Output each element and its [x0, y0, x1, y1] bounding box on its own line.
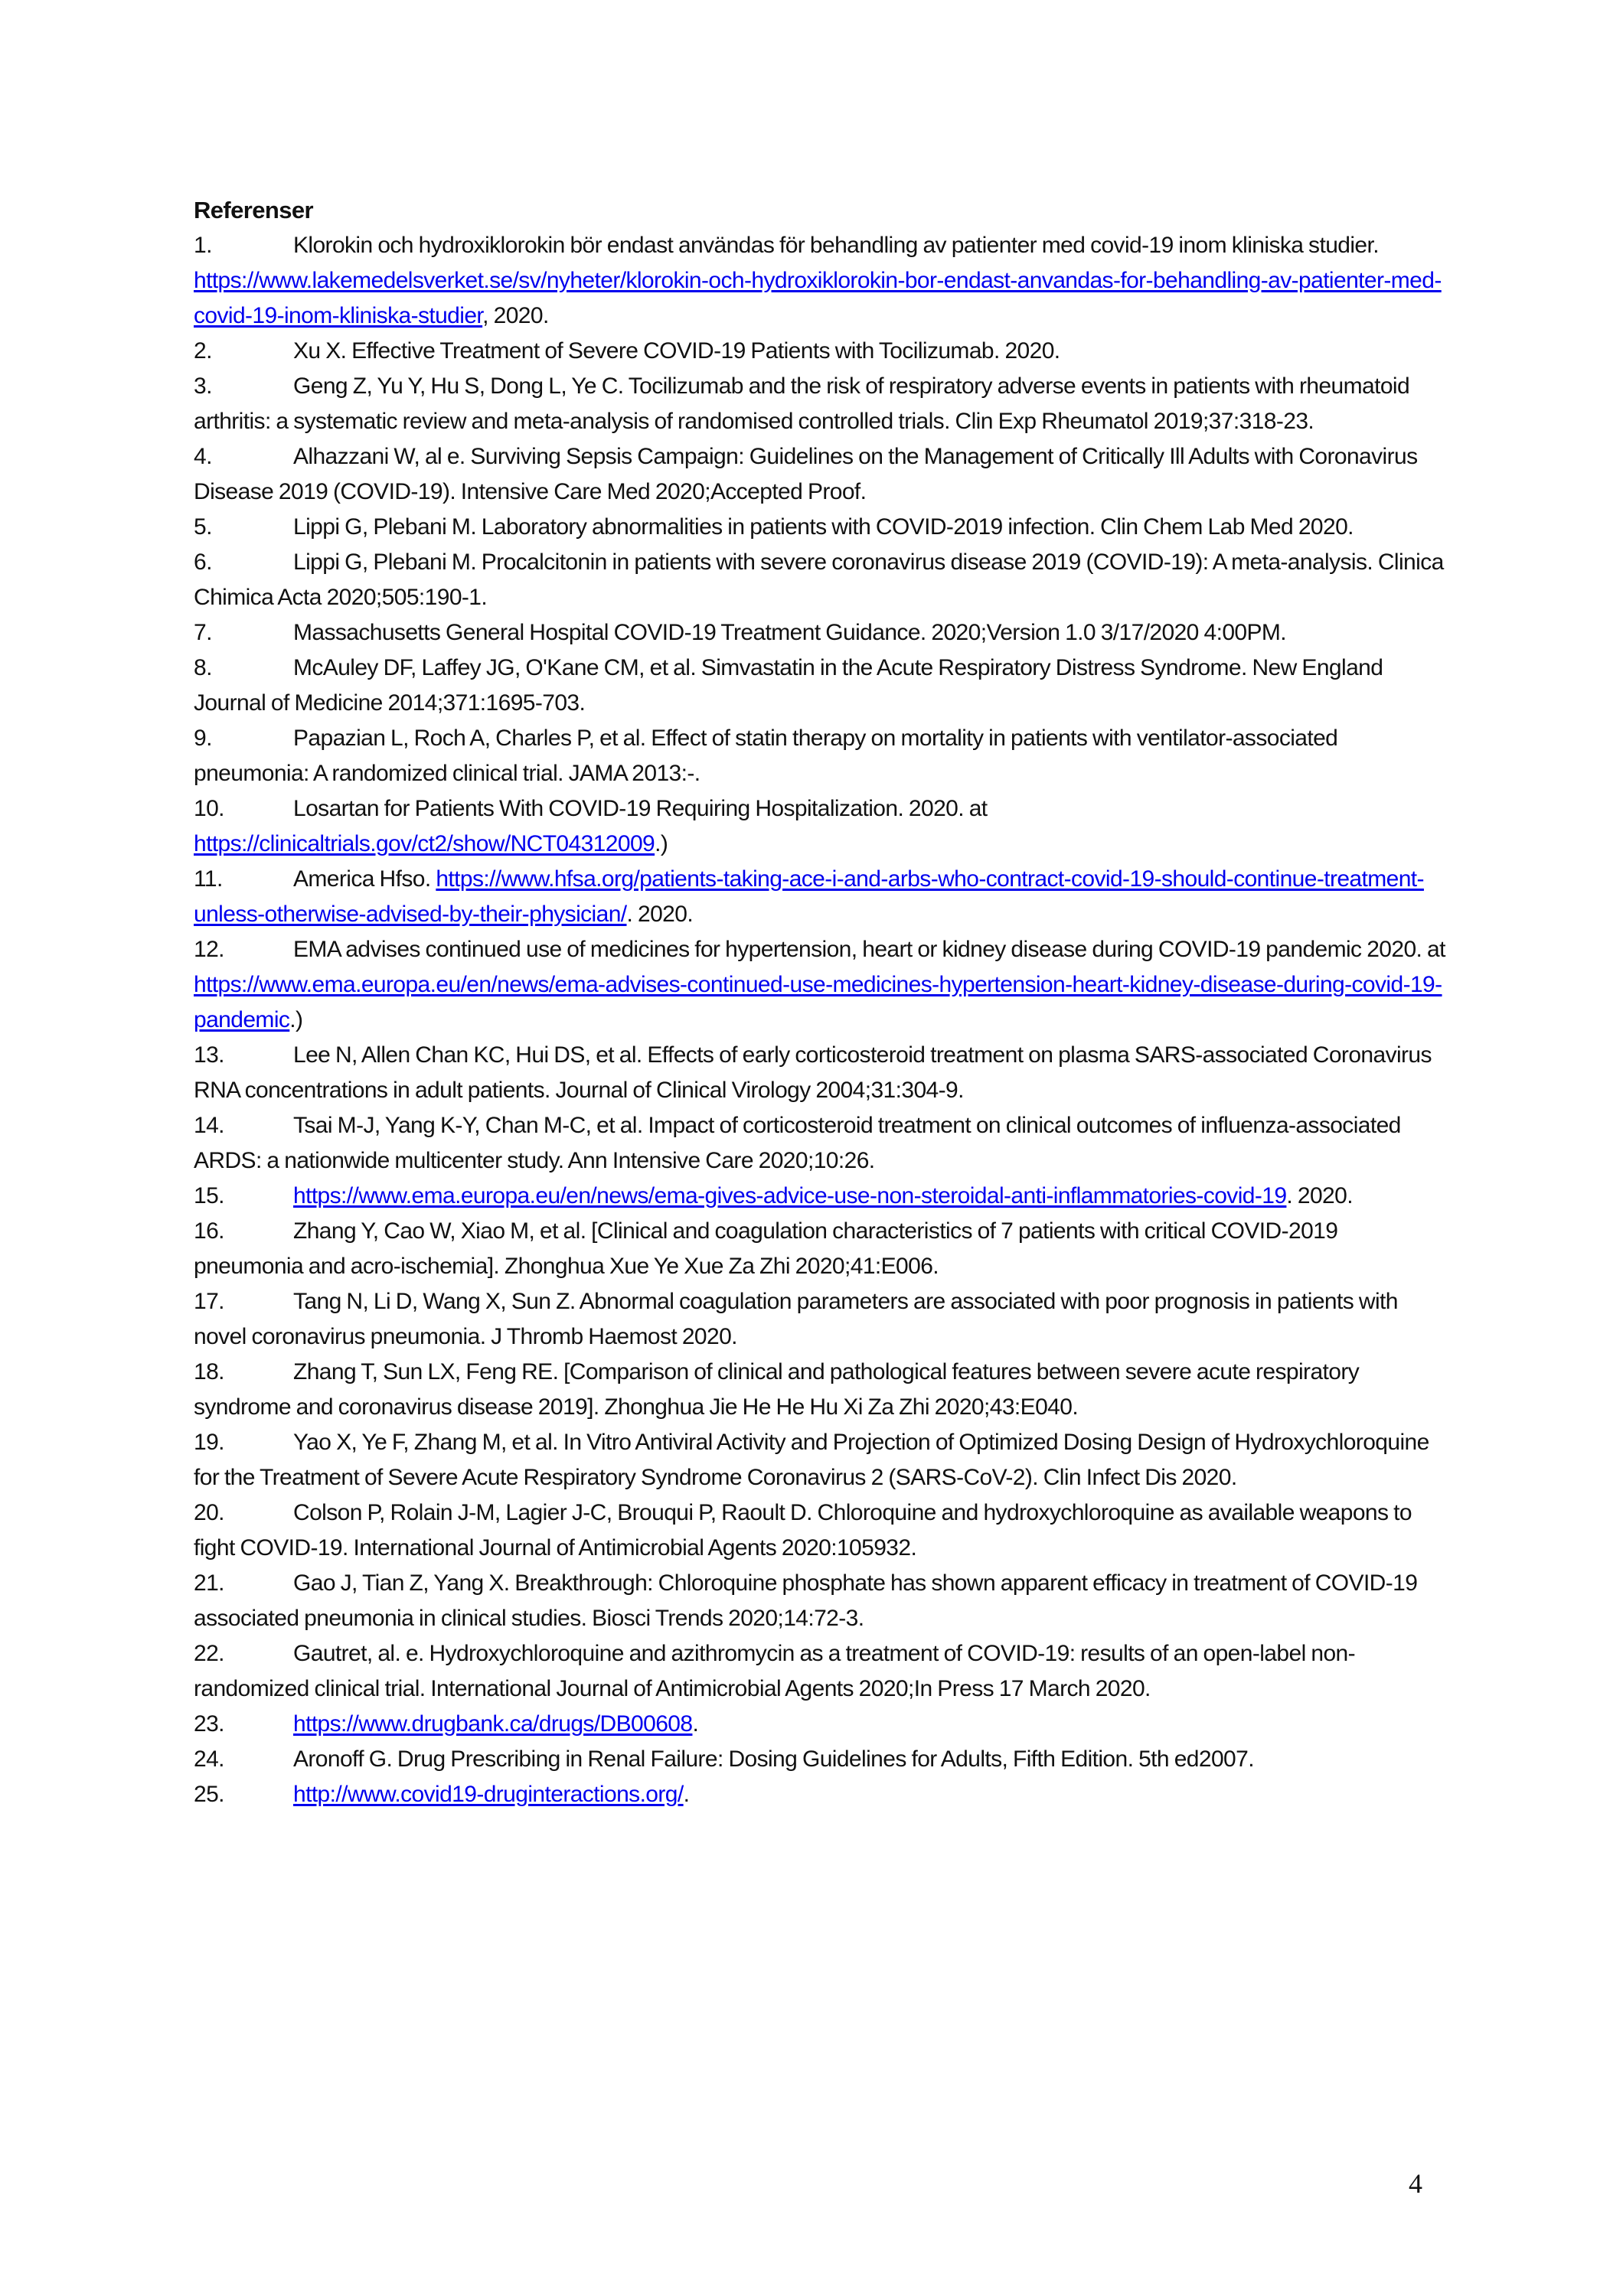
reference-text: Geng Z, Yu Y, Hu S, Dong L, Ye C. Tocilizumab and the risk of respiratory adverse events in patients with rheumatoid arthritis: a systematic review and meta-analysis of randomised controlled trials. Clin Exp Rheumatol 2019;37:318-23. [194, 373, 1410, 434]
reference-text: EMA advises continued use of medicines for hypertension, heart or kidney disease during COVID-19 pandemic 2020. at [293, 937, 1445, 962]
reference-item [194, 1425, 1449, 1495]
reference-number: 22. [194, 1641, 224, 1666]
reference-number: 7. [194, 620, 212, 645]
reference-text: Gao J, Tian Z, Yang X. Breakthrough: Chloroquine phosphate has shown apparent efficacy in treatment of COVID-19 associated pneumonia in clinical studies. Biosci Trends 2020;14:72-3. [194, 1570, 1418, 1631]
reference-number: 25. [194, 1782, 224, 1807]
reference-number: 24. [194, 1746, 224, 1772]
reference-list [194, 228, 1449, 1812]
reference-text: Papazian L, Roch A, Charles P, et al. Effect of statin therapy on mortality in patients with ventilator-associated pneumonia: A randomized clinical trial. JAMA 2013:-. [194, 726, 1338, 786]
reference-number: 15. [194, 1183, 224, 1208]
reference-text: Massachusetts General Hospital COVID-19 Treatment Guidance. 2020;Version 1.0 3/17/2020 4:00PM. [293, 620, 1287, 645]
reference-link[interactable]: https://www.ema.europa.eu/en/news/ema-gives-advice-use-non-steroidal-anti-inflammatories-covid-19 [293, 1183, 1287, 1208]
reference-number: 14. [194, 1113, 224, 1138]
reference-text: Lippi G, Plebani M. Procalcitonin in patients with severe coronavirus disease 2019 (COVID-19): A meta-analysis. Clinica Chimica Acta 2020;505:190-1. [194, 550, 1444, 610]
reference-text: Yao X, Ye F, Zhang M, et al. In Vitro Antiviral Activity and Projection of Optimized Dosing Design of Hydroxychloroquine for the Treatment of Severe Acute Respiratory Syndrome Coronavirus 2 (SARS-CoV-2). Clin Infect Dis 2020. [194, 1430, 1429, 1490]
references-heading: Referenser [194, 197, 313, 223]
reference-suffix: , 2020. [482, 303, 549, 328]
reference-item [194, 1777, 1449, 1812]
reference-number: 10. [194, 796, 224, 821]
reference-text: Zhang Y, Cao W, Xiao M, et al. [Clinical and coagulation characteristics of 7 patients with critical COVID-2019 pneumonia and acro-ischemia]. Zhonghua Xue Ye Xue Za Zhi 2020;41:E006. [194, 1218, 1338, 1279]
reference-text: Tang N, Li D, Wang X, Sun Z. Abnormal coagulation parameters are associated with poor prognosis in patients with novel coronavirus pneumonia. J Thromb Haemost 2020. [194, 1289, 1398, 1349]
reference-item [194, 651, 1449, 721]
reference-text: Alhazzani W, al e. Surviving Sepsis Campaign: Guidelines on the Management of Critically Ill Adults with Coronavirus Disease 2019 (COVID-19). Intensive Care Med 2020;Accepted Proof. [194, 444, 1418, 504]
reference-item [194, 1214, 1449, 1284]
reference-item [194, 439, 1449, 510]
reference-text: Aronoff G. Drug Prescribing in Renal Failure: Dosing Guidelines for Adults, Fifth Edition. 5th ed2007. [293, 1746, 1254, 1772]
reference-number: 19. [194, 1430, 224, 1455]
reference-text: Zhang T, Sun LX, Feng RE. [Comparison of clinical and pathological features between severe acute respiratory syndrome and coronavirus disease 2019]. Zhonghua Jie He He Hu Xi Za Zhi 2020;43:E040. [194, 1359, 1360, 1420]
reference-link[interactable]: https://www.lakemedelsverket.se/sv/nyheter/klorokin-och-hydroxiklorokin-bor-endast-anvandas-for-behandling-av-patienter-med-covid-19-inom-kliniska-studier [194, 268, 1442, 328]
reference-item [194, 545, 1449, 615]
reference-item [194, 1179, 1449, 1214]
reference-number: 21. [194, 1570, 224, 1596]
reference-number: 8. [194, 655, 212, 680]
reference-item [194, 510, 1449, 545]
reference-text: Lippi G, Plebani M. Laboratory abnormalities in patients with COVID-2019 infection. Clin Chem Lab Med 2020. [293, 514, 1354, 540]
reference-number: 9. [194, 726, 212, 751]
reference-number: 18. [194, 1359, 224, 1384]
page-number: 4 [1409, 2168, 1422, 2199]
reference-number: 2. [194, 338, 212, 364]
reference-number: 12. [194, 937, 224, 962]
reference-item [194, 334, 1449, 369]
reference-number: 17. [194, 1289, 224, 1314]
reference-number: 6. [194, 550, 212, 575]
document-page [194, 193, 1449, 1812]
reference-item [194, 228, 1449, 334]
reference-text: Klorokin och hydroxiklorokin bör endast användas för behandling av patienter med covid-19 inom kliniska studier. [293, 233, 1379, 258]
reference-item [194, 1284, 1449, 1355]
reference-suffix: . [692, 1711, 699, 1737]
reference-suffix: .) [655, 831, 668, 856]
reference-item [194, 1495, 1449, 1566]
reference-number: 5. [194, 514, 212, 540]
reference-number: 20. [194, 1500, 224, 1525]
reference-link[interactable]: https://www.drugbank.ca/drugs/DB00608 [293, 1711, 693, 1737]
reference-suffix: .) [289, 1007, 303, 1032]
reference-suffix: . [683, 1782, 690, 1807]
reference-item [194, 615, 1449, 651]
reference-item [194, 1707, 1449, 1742]
reference-number: 1. [194, 233, 212, 258]
reference-text: Lee N, Allen Chan KC, Hui DS, et al. Effects of early corticosteroid treatment on plasma SARS-associated Coronavirus RNA concentrations in adult patients. Journal of Clinical Virology 2004;31:304-9. [194, 1042, 1432, 1103]
reference-link[interactable]: https://www.ema.europa.eu/en/news/ema-advises-continued-use-medicines-hypertension-heart-kidney-disease-during-covid-19-pandemic [194, 972, 1442, 1032]
reference-item [194, 1742, 1449, 1777]
reference-number: 3. [194, 373, 212, 399]
reference-link[interactable]: https://www.hfsa.org/patients-taking-ace-i-and-arbs-who-contract-covid-19-should-continue-treatment-unless-otherwise-advised-by-their-physician/ [194, 866, 1424, 927]
reference-text: America Hfso. [293, 866, 436, 892]
reference-text: McAuley DF, Laffey JG, O'Kane CM, et al. Simvastatin in the Acute Respiratory Distress Syndrome. New England Journal of Medicine 2014;371:1695-703. [194, 655, 1383, 716]
reference-item [194, 862, 1449, 932]
reference-item [194, 1636, 1449, 1707]
reference-suffix: . 2020. [626, 902, 694, 927]
reference-text: Losartan for Patients With COVID-19 Requiring Hospitalization. 2020. at [293, 796, 988, 821]
reference-link[interactable]: https://clinicaltrials.gov/ct2/show/NCT04312009 [194, 831, 655, 856]
reference-item [194, 1108, 1449, 1179]
reference-number: 11. [194, 866, 223, 892]
reference-item [194, 1566, 1449, 1636]
reference-suffix: . 2020. [1286, 1183, 1353, 1208]
reference-number: 13. [194, 1042, 224, 1068]
reference-text: Colson P, Rolain J-M, Lagier J-C, Brouqui P, Raoult D. Chloroquine and hydroxychloroquine as available weapons to fight COVID-19. International Journal of Antimicrobial Agents 2020:105932. [194, 1500, 1412, 1561]
reference-item [194, 1038, 1449, 1108]
reference-number: 4. [194, 444, 212, 469]
reference-item [194, 721, 1449, 791]
reference-item [194, 932, 1449, 1038]
reference-text: Tsai M-J, Yang K-Y, Chan M-C, et al. Impact of corticosteroid treatment on clinical outcomes of influenza-associated ARDS: a nationwide multicenter study. Ann Intensive Care 2020;10:26. [194, 1113, 1401, 1173]
reference-item [194, 1355, 1449, 1425]
reference-text: Gautret, al. e. Hydroxychloroquine and azithromycin as a treatment of COVID-19: results of an open-label non-randomized clinical trial. International Journal of Antimicrobial Agents 2020;In Press 17 March 2020. [194, 1641, 1356, 1701]
reference-number: 23. [194, 1711, 224, 1737]
reference-number: 16. [194, 1218, 224, 1244]
reference-text: Xu X. Effective Treatment of Severe COVID-19 Patients with Tocilizumab. 2020. [293, 338, 1060, 364]
reference-link[interactable]: http://www.covid19-druginteractions.org/ [293, 1782, 684, 1807]
reference-item [194, 369, 1449, 439]
reference-item [194, 791, 1449, 862]
